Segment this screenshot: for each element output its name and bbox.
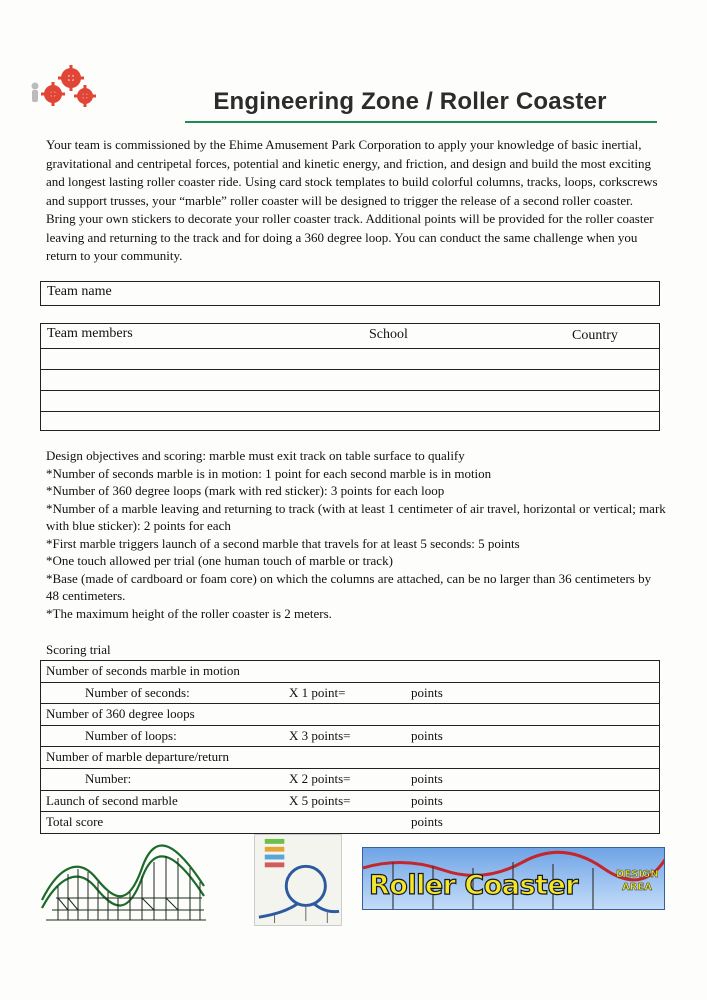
objective-line: *One touch allowed per trial (one human touch of marble or track) — [46, 553, 393, 568]
total-points: points — [411, 814, 443, 830]
objective-line: *Number of a marble leaving and returning to track (with at least 1 centimeter of air travel, horizontal or vertical; mark with blue sticker): 2 points for each — [46, 500, 666, 533]
objective-line: *First marble triggers launch of a second marble that travels for at least 5 seconds: 5 points — [46, 535, 520, 551]
loops-header-row — [41, 704, 659, 726]
objective-line: Design objectives and scoring: marble must exit track on table surface to qualify — [46, 448, 465, 463]
team-member-row[interactable] — [41, 391, 659, 412]
team-member-row[interactable] — [41, 349, 659, 370]
title-underline — [185, 121, 657, 123]
objective-line: *Number of 360 degree loops (mark with red sticker): 3 points for each loop — [46, 483, 445, 498]
objective-line: *The maximum height of the roller coaster is 2 meters. — [46, 605, 332, 621]
departure-header: Number of marble departure/return — [46, 749, 230, 765]
seconds-row[interactable] — [41, 683, 659, 705]
total-row[interactable] — [41, 812, 659, 833]
team-name-label: Team name — [47, 284, 112, 299]
team-member-row[interactable] — [41, 370, 659, 391]
roller-coaster-drawing — [38, 838, 208, 923]
seconds-header: Number of seconds marble in motion — [46, 663, 240, 678]
banner-title: Roller Coaster — [369, 870, 579, 901]
launch-row[interactable] — [41, 791, 659, 813]
departure-points: points — [411, 770, 443, 786]
launch-label: Launch of second marble — [46, 792, 178, 808]
loops-header: Number of 360 degree loops — [46, 706, 195, 722]
launch-points: points — [411, 792, 443, 808]
departure-label: Number: — [85, 770, 132, 786]
departure-row[interactable] — [41, 769, 659, 791]
team-members-header-row — [41, 324, 659, 349]
departure-multiplier: X 2 points= — [289, 770, 351, 786]
seconds-points: points — [411, 684, 443, 700]
team-name-field[interactable] — [40, 281, 660, 306]
page-title: Engineering Zone / Roller Coaster — [213, 88, 607, 115]
gears-logo-icon — [25, 62, 105, 112]
total-label: Total score — [46, 814, 104, 830]
intro-paragraph: Your team is commissioned by the Ehime Amusement Park Corporation to apply your knowledge of basic inertial, gravitational and centripetal forces, potential and kinetic energy, and friction, and design and build the most exciting and longest lasting roller coaster ride. Using card stock templates to build colorful columns, tracks, loops, corkscrews and support trusses, your “marble” roller coaster will be designed to trigger the release of a second roller coaster. Bring your own stickers to decorate your roller coaster track. Additional points will be provided for the roller coaster leaving and returning to the track and for doing a 360 degree loop. You can conduct the same challenge when you return to your community. — [46, 137, 658, 263]
loops-points: points — [411, 727, 443, 743]
loops-multiplier: X 3 points= — [289, 727, 351, 743]
seconds-label: Number of seconds: — [85, 684, 190, 700]
launch-multiplier: X 5 points= — [289, 792, 351, 808]
loops-row[interactable] — [41, 726, 659, 748]
loop-diagram — [254, 834, 342, 926]
banner-tag-line1: DESIGN — [616, 869, 659, 880]
banner-tag-line2: AREA — [621, 882, 652, 893]
design-objectives — [46, 447, 666, 622]
country-header: Country — [572, 328, 618, 343]
team-members-table — [40, 323, 660, 431]
team-member-row[interactable] — [41, 412, 659, 432]
seconds-header-row — [41, 661, 659, 683]
objective-line: *Number of seconds marble is in motion: 1 point for each second marble is in motion — [46, 465, 492, 481]
school-header: School — [369, 327, 408, 342]
roller-coaster-banner — [362, 847, 665, 910]
banner-tag — [616, 868, 658, 894]
scoring-table — [40, 660, 660, 834]
seconds-multiplier: X 1 point= — [289, 684, 346, 700]
loops-label: Number of loops: — [85, 727, 177, 743]
departure-header-row — [41, 747, 659, 769]
objective-line: *Base (made of cardboard or foam core) on which the columns are attached, can be no larger than 36 centimeters by 48 centimeters. — [46, 570, 652, 603]
team-members-header: Team members — [47, 326, 133, 341]
scoring-trial-label: Scoring trial — [46, 642, 111, 657]
